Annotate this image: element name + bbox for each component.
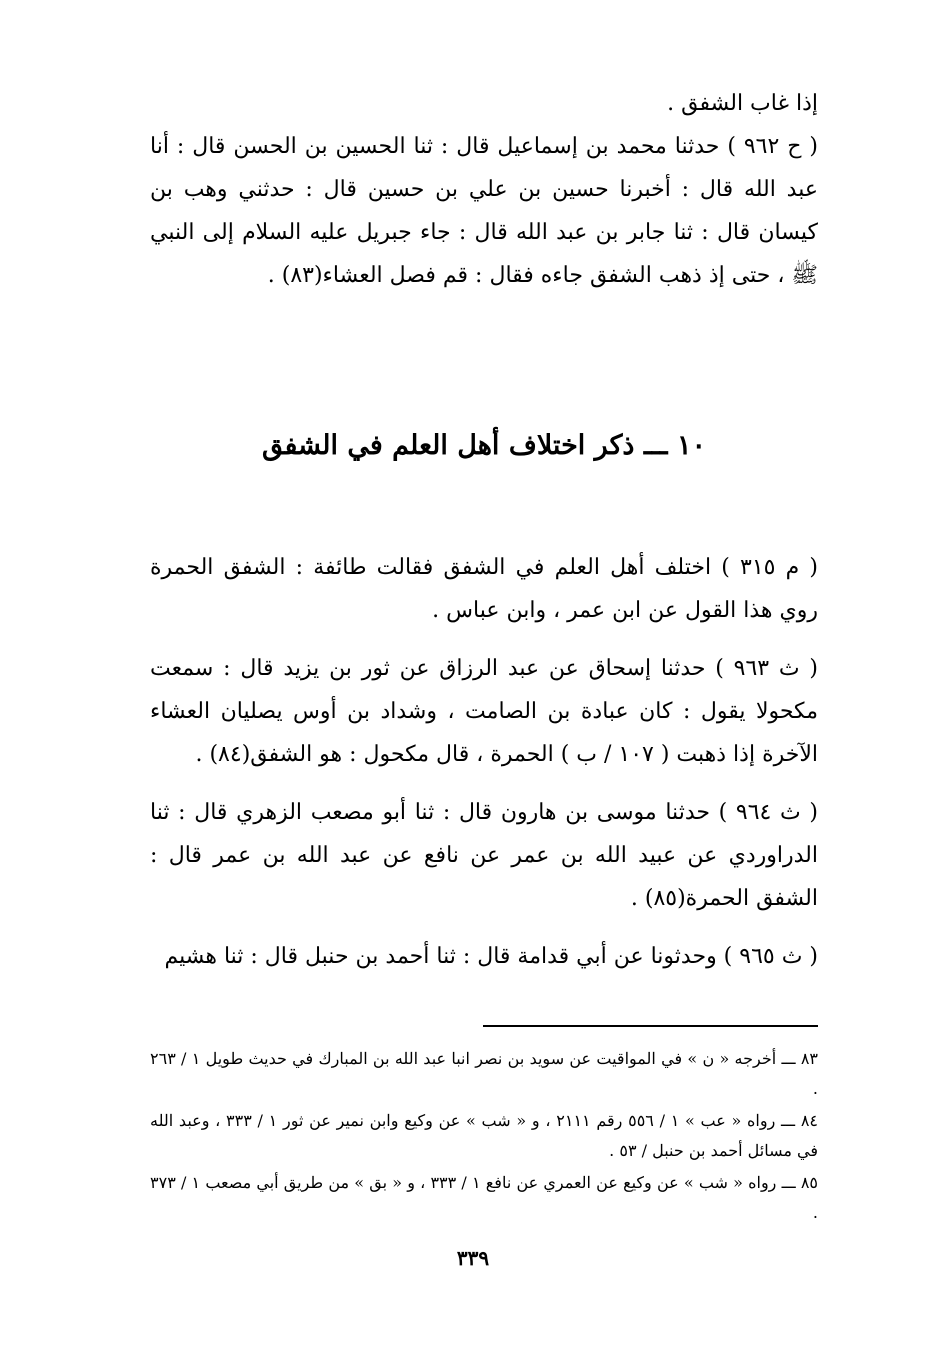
footnote-separator — [483, 1025, 818, 1027]
footnote: ٨٤ ـــ رواه « عب » ١ / ٥٥٦ رقم ٢١١١ ، و « شب » عن وكيع وابن نمير عن ثور ١ / ٣٣٣ ، وعبد الله في مسائل أحمد بن حنبل / ٥٣ . — [150, 1111, 819, 1160]
hadith-paragraph: ( ح ٩٦٢ ) حدثنا محمد بن إسماعيل قال : ثنا الحسين بن الحسن قال : أنا عبد الله قال : أخبرنا حسين بن علي بن حسين قال : حدثني وهب بن كيسان قال : ثنا جابر بن عبد الله قال : جاء جبريل عليه السلام إلى النبي ﷺ ، حتى إذ ذهب الشفق جاءه فقال : قم فصل العشاء(٨٣) . — [150, 134, 818, 288]
body-paragraph: ( ث ٩٦٣ ) حدثنا إسحاق عن عبد الرزاق عن ثور بن يزيد قال : سمعت مكحولا يقول : كان عبادة بن الصامت ، وشداد بن أوس يصليان العشاء الآخرة إذا ذهبت ( ١٠٧ / ب ) الحمرة ، قال مكحول : هو الشفق(٨٤) . — [150, 656, 818, 767]
footnote: ٨٣ ـــ أخرجه « ن » في المواقيت عن سويد بن نصر انبا عبد الله بن المبارك في حديث طويل ١ / ٢٦٣ . — [150, 1049, 818, 1098]
footnotes — [150, 1044, 818, 1228]
continuation-block — [150, 82, 818, 297]
body-paragraph: ( م ٣١٥ ) اختلف أهل العلم في الشفق فقالت طائفة : الشفق الحمرة روي هذا القول عن ابن عمر ، وابن عباس . — [150, 555, 818, 623]
footnote: ٨٥ ـــ رواه « شب » عن وكيع عن العمري عن نافع ١ / ٣٣٣ ، و « بق » من طريق أبي مصعب ١ / ٣٧٣ . — [150, 1173, 819, 1222]
page-number: ٣٣٩ — [456, 1246, 490, 1270]
continuation-line: إذا غاب الشفق . — [667, 91, 818, 116]
body-paragraph: ( ث ٩٦٥ ) وحدثونا عن أبي قدامة قال : ثنا أحمد بن حنبل قال : ثنا هشيم — [164, 944, 818, 969]
section-body — [150, 546, 818, 978]
section-heading: ١٠ ـــ ذكر اختلاف أهل العلم في الشفق — [261, 430, 706, 461]
body-paragraph: ( ث ٩٦٤ ) حدثنا موسى بن هارون قال : ثنا أبو مصعب الزهري قال : ثنا الدراوردي عن عبيد الله بن عمر عن نافع عن عبد الله بن عمر قال : الشفق الحمرة(٨٥) . — [150, 800, 819, 911]
